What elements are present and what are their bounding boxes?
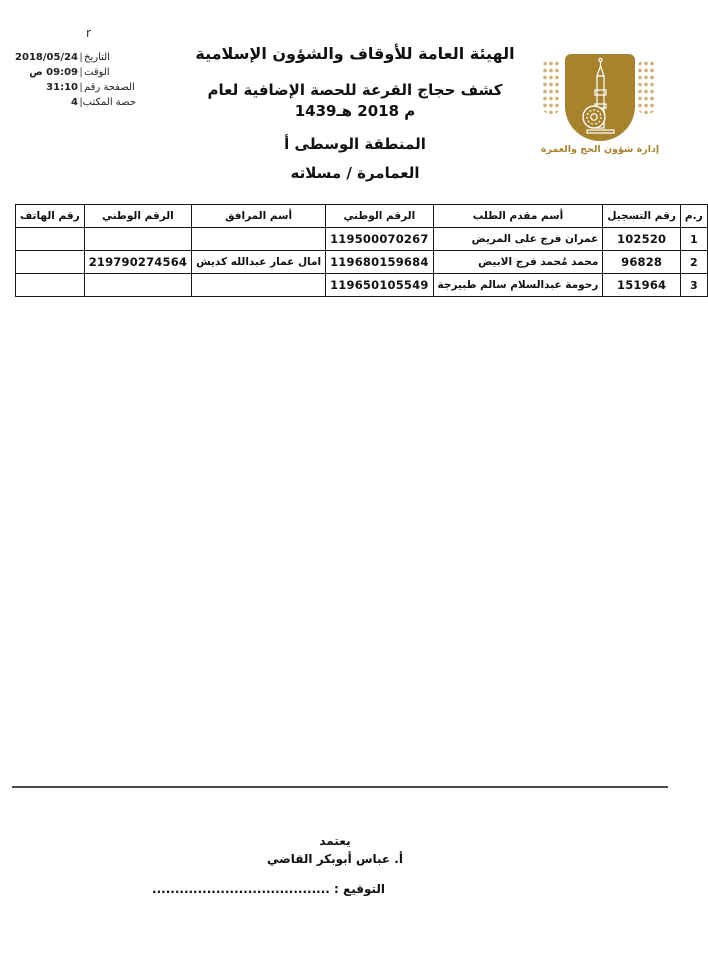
companion-name-cell xyxy=(192,274,326,297)
serial-cell: 1 xyxy=(680,228,707,251)
time-value: 09:09 ص xyxy=(29,67,78,78)
companion-nid-cell xyxy=(84,228,191,251)
meta-row-office-quota xyxy=(6,95,136,110)
page-number-label: الصفحة رقم xyxy=(84,82,135,93)
companion-nid-cell xyxy=(84,274,191,297)
separator-bar: | xyxy=(79,67,83,78)
page-number-value: 31:10 xyxy=(46,82,78,93)
registration-cell: 102520 xyxy=(603,228,681,251)
office-quota-label: حصة المكتب xyxy=(82,97,136,108)
col-header-applicant-name: أسم مقدم الطلب xyxy=(433,205,603,228)
logo-caption: إدارة شؤون الحج والعمرة xyxy=(540,144,660,155)
applicant-name-cell: عمران فرج على المريض xyxy=(433,228,603,251)
table-row xyxy=(16,274,708,297)
page-mark: r xyxy=(86,26,91,40)
minaret-icon xyxy=(565,54,635,141)
print-meta-block xyxy=(6,50,136,110)
companion-nid-cell: 219790274564 xyxy=(84,251,191,274)
registration-cell: 151964 xyxy=(603,274,681,297)
table-header-row xyxy=(16,205,708,228)
companion-name-cell: امال عمار عبدالله كديش xyxy=(192,251,326,274)
logo-ornament-right xyxy=(637,60,656,114)
approver-name: أ. عباس أبوبكر القاضي xyxy=(267,852,403,866)
meta-row-time xyxy=(6,65,136,80)
signature-label: التوقيع : xyxy=(334,882,385,896)
phone-cell xyxy=(16,274,85,297)
companion-name-cell xyxy=(192,228,326,251)
region-title: المنطقة الوسطى أ xyxy=(284,135,426,153)
footer-divider xyxy=(12,786,668,788)
col-header-serial: ر.م xyxy=(680,205,707,228)
hajj-umrah-logo xyxy=(536,26,664,168)
date-value: 2018/05/24 xyxy=(15,52,78,63)
logo-shield xyxy=(565,54,635,141)
organization-title: الهيئة العامة للأوقاف والشؤون الإسلامية xyxy=(195,44,515,63)
phone-cell xyxy=(16,228,85,251)
date-label: التاريخ xyxy=(84,52,110,63)
report-title-line1: كشف حجاج القرعة للحصة الإضافية لعام xyxy=(207,81,503,99)
phone-cell xyxy=(16,251,85,274)
applicant-nid-cell: 119680159684 xyxy=(326,251,433,274)
approve-label: يعتمد xyxy=(319,834,351,848)
applicant-nid-cell: 119500070267 xyxy=(326,228,433,251)
signature-dots: ....................................... xyxy=(152,882,330,896)
separator-bar: | xyxy=(79,52,83,63)
logo-ornament-left xyxy=(542,60,561,114)
applicant-name-cell: رحومة عبدالسلام سالم طبيرجة xyxy=(433,274,603,297)
col-header-applicant-nid: الرقم الوطني xyxy=(326,205,433,228)
col-header-companion-name: أسم المرافق xyxy=(192,205,326,228)
signature-line xyxy=(152,882,385,896)
separator-bar: | xyxy=(79,82,83,93)
serial-cell: 2 xyxy=(680,251,707,274)
applicant-nid-cell: 119650105549 xyxy=(326,274,433,297)
time-label: الوقت xyxy=(84,67,110,78)
serial-cell: 3 xyxy=(680,274,707,297)
office-title: مسلاته‎ / ‎العمامرة xyxy=(290,164,420,182)
pilgrims-table xyxy=(15,204,708,297)
table-row xyxy=(16,228,708,251)
meta-row-date xyxy=(6,50,136,65)
col-header-registration: رقم التسجيل xyxy=(603,205,681,228)
approval-block xyxy=(185,833,485,868)
report-title-years: 1439هـ‎ 2018‎ م xyxy=(294,102,416,120)
registration-cell: 96828 xyxy=(603,251,681,274)
col-header-companion-nid: الرقم الوطني xyxy=(84,205,191,228)
office-quota-value: 4 xyxy=(71,97,78,108)
document-header xyxy=(163,42,547,184)
applicant-name-cell: محمد مُحمد فرج الابيض xyxy=(433,251,603,274)
separator-bar: | xyxy=(79,97,83,108)
meta-row-page xyxy=(6,80,136,95)
col-header-phone: رقم الهاتف xyxy=(16,205,85,228)
table-row xyxy=(16,251,708,274)
